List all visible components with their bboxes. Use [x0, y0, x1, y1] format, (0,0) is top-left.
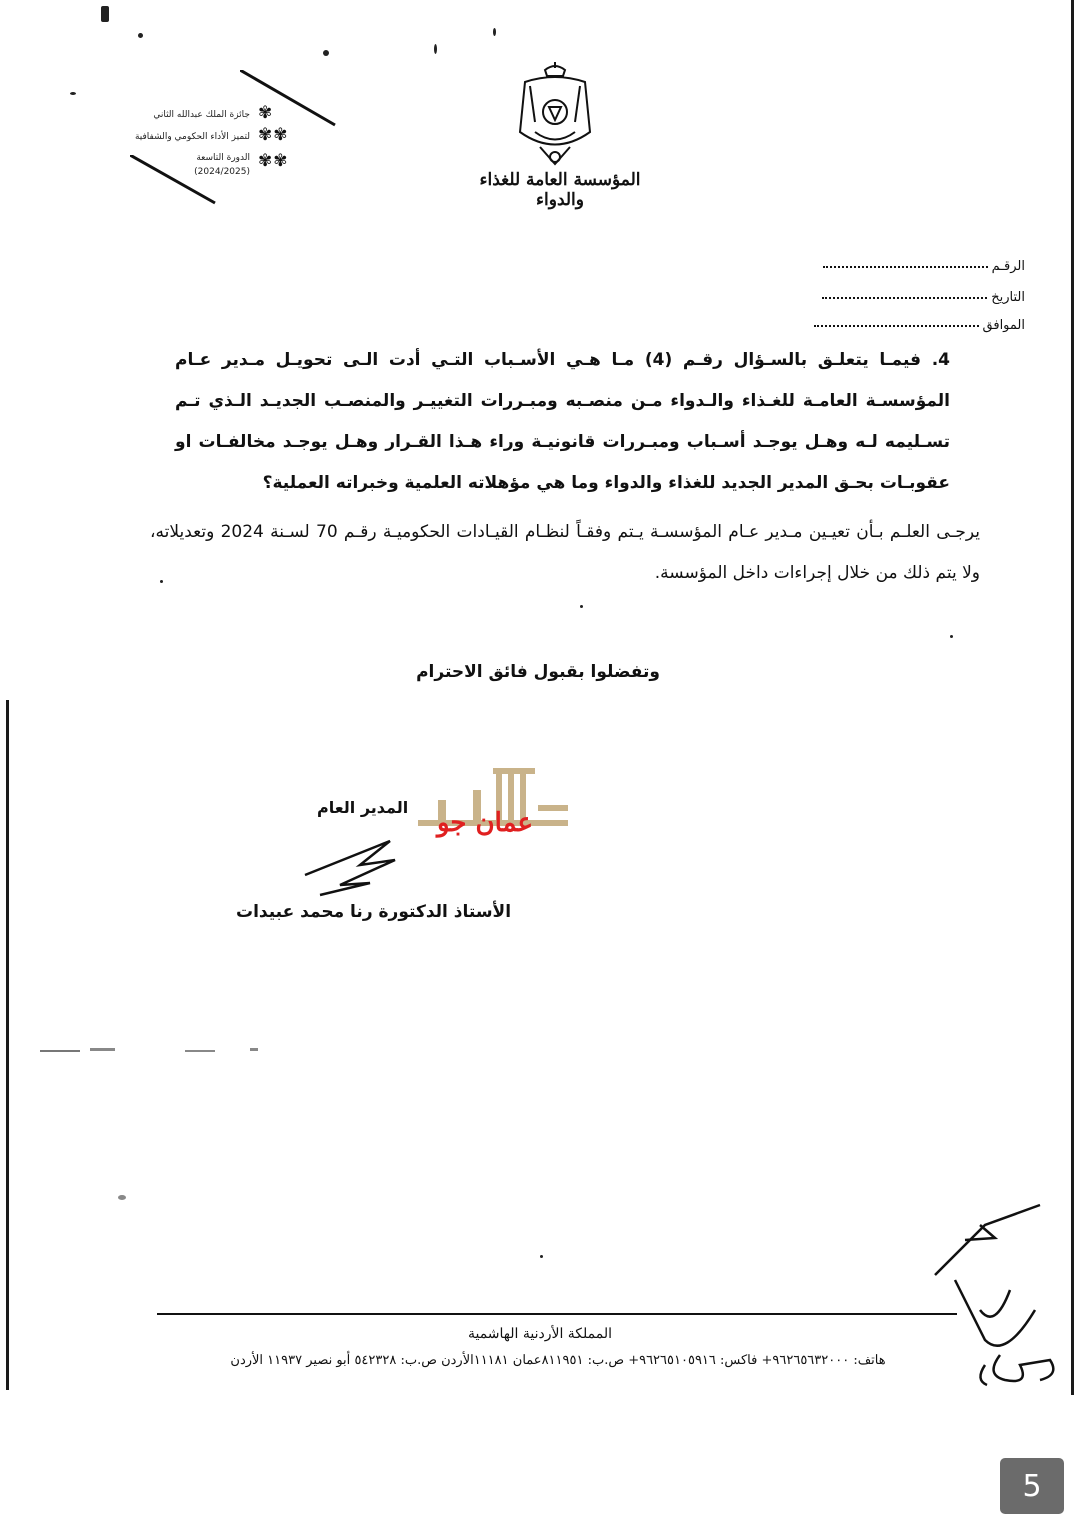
page-number-badge: 5: [1000, 1458, 1064, 1514]
scan-speck: [493, 28, 496, 36]
award-badge: [120, 95, 330, 205]
award-stars-row: [258, 125, 289, 145]
star-flower-icon: ✾✾: [258, 151, 289, 171]
ref-number-label: الرقـم: [991, 259, 1025, 274]
scan-speck: [434, 44, 437, 54]
star-flower-icon: ✾✾: [258, 125, 289, 145]
award-line-1: جائزة الملك عبدالله الثاني: [153, 110, 250, 120]
scan-speck: [323, 50, 329, 56]
scan-speck: [101, 6, 109, 22]
closing-line: [0, 662, 1080, 682]
scan-speck: [118, 1195, 126, 1200]
award-line-2: لتميز الأداء الحكومي والشفافية: [134, 132, 250, 142]
jordan-coat-of-arms-icon: [505, 62, 605, 172]
scan-speck: [138, 33, 143, 38]
dotted-blank: [823, 266, 988, 268]
ref-hijri-label: الموافق: [982, 318, 1025, 333]
footer-contact: هاتف: ٩٦٢٦٥٦٣٢٠٠٠+ فاكس: ٩٦٢٦٥١٠٥٩١٦+ ص.ب: ٨١١٩٥١عمان ١١١٨١الأردن ص.ب: ٥٤٢٣٢٨ أبو نصير ١١٩٣٧ الأردن: [230, 1353, 886, 1368]
scan-speck: [185, 1050, 215, 1052]
award-stars-row: [258, 103, 273, 123]
dotted-blank: [814, 325, 979, 327]
ref-date-field: [822, 290, 1025, 305]
award-line-4: (2024/2025): [194, 167, 250, 177]
scan-speck: [40, 1050, 80, 1052]
ref-hijri-field: [814, 318, 1025, 333]
question-number: 4.: [931, 350, 950, 370]
award-stars-row: [258, 151, 289, 171]
note-paragraph: يرجـى العلـم بـأن تعيـين مـدير عـام المؤسسـة يـتم وفقـاً لنظـام القيـادات الحكوميـة رقـم 70 لسـنة 2024 وتعديلاته، ولا يتم ذلك من خلال إجراءات داخل المؤسسة.: [150, 522, 980, 583]
institution-name: المؤسسة العامة للغذاء والدواء: [479, 170, 641, 210]
question-text: فيمـا يتعلـق بالسـؤال رقـم (4) مـا هـي الأسـباب التـي أدت الـى تحويـل مـدير عـام المؤسسـة العامـة للغـذاء والـدواء مـن منصـبه ومبـررات التغييـر والمنصـب الجديـد الـذي تـم تسـليمه لـه وهـل يوجـد أسـباب ومبـررات قانونيـة وراء هـذا القـرار وهـل يوجـد مخالفـات او عقوبـات بحـق المدير الجديد للغذاء والدواء وما هي مؤهلاته العلمية وخبراته العملية؟: [175, 350, 950, 493]
scan-speck: [540, 1255, 543, 1258]
director-signature: [300, 835, 410, 905]
star-flower-icon: ✾: [258, 103, 274, 123]
scan-border-right: [1071, 0, 1074, 1395]
footer-kingdom: المملكة الأردنية الهاشمية: [467, 1326, 613, 1342]
diagonal-stroke: [130, 155, 230, 215]
award-line-3: الدورة التاسعة: [196, 153, 250, 163]
scan-border-left: [6, 700, 9, 1390]
scan-speck: [250, 1048, 258, 1051]
scan-speck: [90, 1048, 115, 1051]
director-title: المدير العام: [317, 798, 409, 817]
watermark-text: عمان جو: [436, 808, 534, 838]
ref-number-field: [823, 259, 1025, 274]
scan-speck: [70, 92, 76, 95]
dotted-blank: [822, 297, 987, 299]
signer-name: الأستاذ الدكتورة رنا محمد عبيدات: [236, 902, 512, 922]
watermark-logo: [398, 760, 578, 850]
diagonal-stroke: [240, 70, 340, 130]
ref-date-label: التاريخ: [991, 290, 1025, 305]
footer-divider: [157, 1313, 957, 1315]
scan-speck: [580, 605, 583, 608]
scan-speck: [950, 635, 953, 638]
question-paragraph: [175, 340, 950, 504]
closing-text: وتفضلوا بقبول فائق الاحترام: [416, 662, 660, 682]
